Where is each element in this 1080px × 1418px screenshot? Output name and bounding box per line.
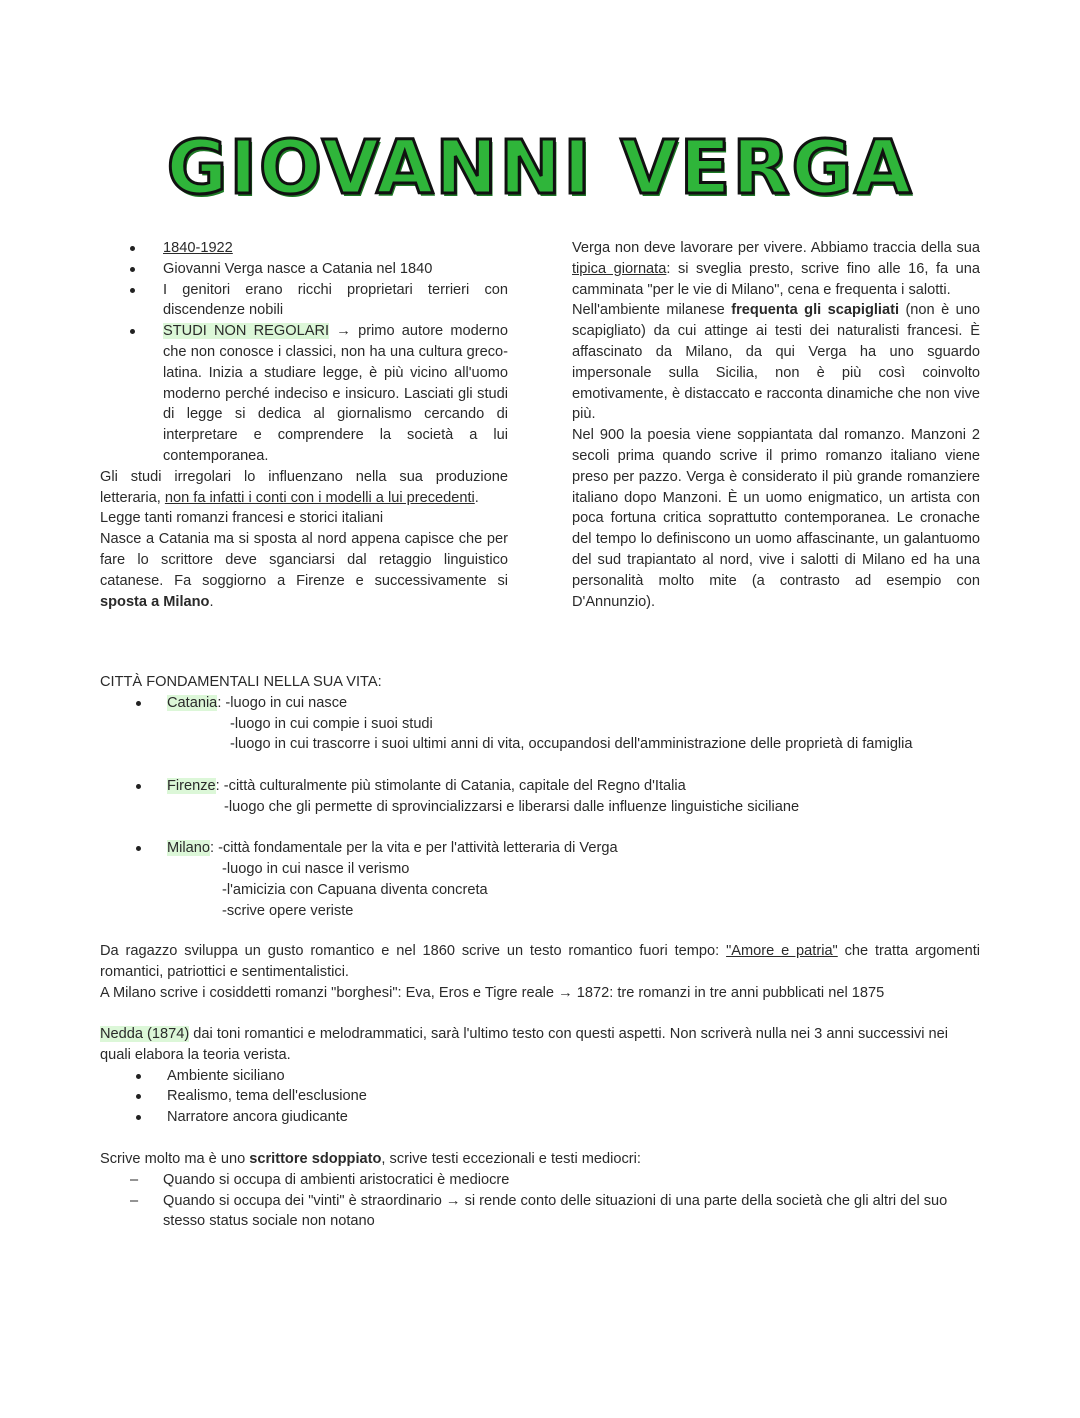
city-item-firenze: Firenze: -città culturalmente più stimolante di Catania, capitale del Regno d'Italia -luogo che gli permette di sprovincializzarsi e liberarsi dalle influenze linguistiche siciliane	[100, 776, 980, 818]
list-item: Giovanni Verga nasce a Catania nel 1840	[100, 259, 508, 280]
paragraph: A Milano scrive i cosiddetti romanzi "borghesi": Eva, Eros e Tigre reale → 1872: tre romanzi in tre anni pubblicati nel 1875	[100, 984, 885, 1001]
list-item: – Quando si occupa di ambienti aristocratici è mediocre	[100, 1170, 980, 1191]
city-item-catania: Catania: -luogo in cui nasce -luogo in cui compie i suoi studi -luogo in cui trascorre i suoi ultimi anni di vita, occupandosi dell'amministrazione delle proprietà di famiglia	[100, 693, 980, 755]
romantic-section	[100, 941, 980, 1003]
paragraph: Nedda (1874) dai toni romantici e melodrammatici, sarà l'ultimo testo con questi aspetti. Non scriverà nulla nei 3 anni successivi nei quali elabora la teoria verista.	[100, 1026, 949, 1063]
paragraph: Scrive molto ma è uno scrittore sdoppiato, scrive testi eccezionali e testi mediocri:	[100, 1151, 641, 1167]
paragraph: Da ragazzo sviluppa un gusto romantico e nel 1860 scrive un testo romantico fuori tempo: "Amore e patria" che tratta argomenti romantici, patriottici e sentimentalistici.	[100, 943, 980, 980]
list-item: Narratore ancora giudicante	[100, 1107, 980, 1128]
section-heading: CITTÀ FONDAMENTALI NELLA SUA VITA:	[100, 674, 382, 690]
paragraph: Legge tanti romanzi francesi e storici italiani	[100, 510, 384, 527]
list-item: 1840-1922	[100, 238, 508, 259]
left-column	[100, 238, 508, 612]
nedda-section	[100, 1024, 980, 1128]
paragraph: Nell'ambiente milanese frequenta gli scapigliati (non è uno scapigliato) da cui attinge ai testi dei naturalisti francesi. È affascinato da Milano, da qui Verga ha uno sguardo impersonale sulla Sicilia, non è più così coinvolto emotivamente, è distaccato e racconta dinamiche che non vive più.	[572, 302, 980, 423]
bio-list	[100, 238, 508, 467]
list-item: STUDI NON REGOLARI → primo autore moderno che non conosce i classici, non ha una cultura greco-latina. Inizia a studiare legge, è più vicino all'uomo moderno perché indeciso e insicuro. Lasciati gli studi di legge si dedica al giornalismo cercando di interpretare e comprendere la società a lui contemporanea.	[100, 321, 508, 467]
city-item-milano: Milano: -città fondamentale per la vita e per l'attività letteraria di Verga -luogo in cui nasce il verismo -l'amicizia con Capuana diventa concreta -scrive opere veriste	[100, 838, 980, 921]
sdoppiato-list	[100, 1170, 980, 1232]
highlight-nedda: Nedda (1874)	[100, 1026, 190, 1042]
list-item: I genitori erano ricchi proprietari terrieri con discendenze nobili	[100, 280, 508, 322]
highlight-studi: STUDI NON REGOLARI	[163, 323, 330, 340]
list-item: Realismo, tema dell'esclusione	[100, 1086, 980, 1107]
list-item: Ambiente siciliano	[100, 1066, 980, 1087]
cities-section	[100, 672, 980, 922]
page-title: GIOVANNI VERGA	[166, 125, 914, 211]
paragraph: Verga non deve lavorare per vivere. Abbiamo traccia della sua tipica giornata: si sveglia presto, scrive fino alle 16, fa una camminata "per le vie di Milano", cena e frequenta i salotti.	[572, 240, 980, 298]
nedda-list	[100, 1066, 980, 1128]
paragraph: Nasce a Catania ma si sposta al nord appena capisce che per fare lo scrittore deve sganciarsi dal retaggio linguistico catanese. Fa soggiorno a Firenze e successivamente si sposta a Milano.	[100, 531, 508, 610]
right-column	[572, 238, 980, 612]
list-item: – Quando si occupa dei "vinti" è straordinario → si rende conto delle situazioni di una parte della società che gli altri del suo stesso status sociale non notano	[100, 1191, 980, 1233]
sdoppiato-section	[100, 1149, 980, 1232]
paragraph: Gli studi irregolari lo influenzano nella sua produzione letteraria, non fa infatti i conti con i modelli a lui precedenti.	[100, 468, 508, 506]
paragraph: Nel 900 la poesia viene soppiantata dal romanzo. Manzoni 2 secoli prima quando scrive il primo romanzo italiano viene preso per pazzo. Verga è considerato il più grande romanziere italiano dopo Manzoni. È un uomo enigmatico, un artista con poca fortuna critica soprattutto contemporanea. Le cronache del tempo lo definiscono un uomo affascinante, un galantuomo del sud trapiantato al nord, vive i salotti di Milano ed ha una personalità molto mite (a contrasto ad esempio con D'Annunzio).	[572, 427, 980, 610]
